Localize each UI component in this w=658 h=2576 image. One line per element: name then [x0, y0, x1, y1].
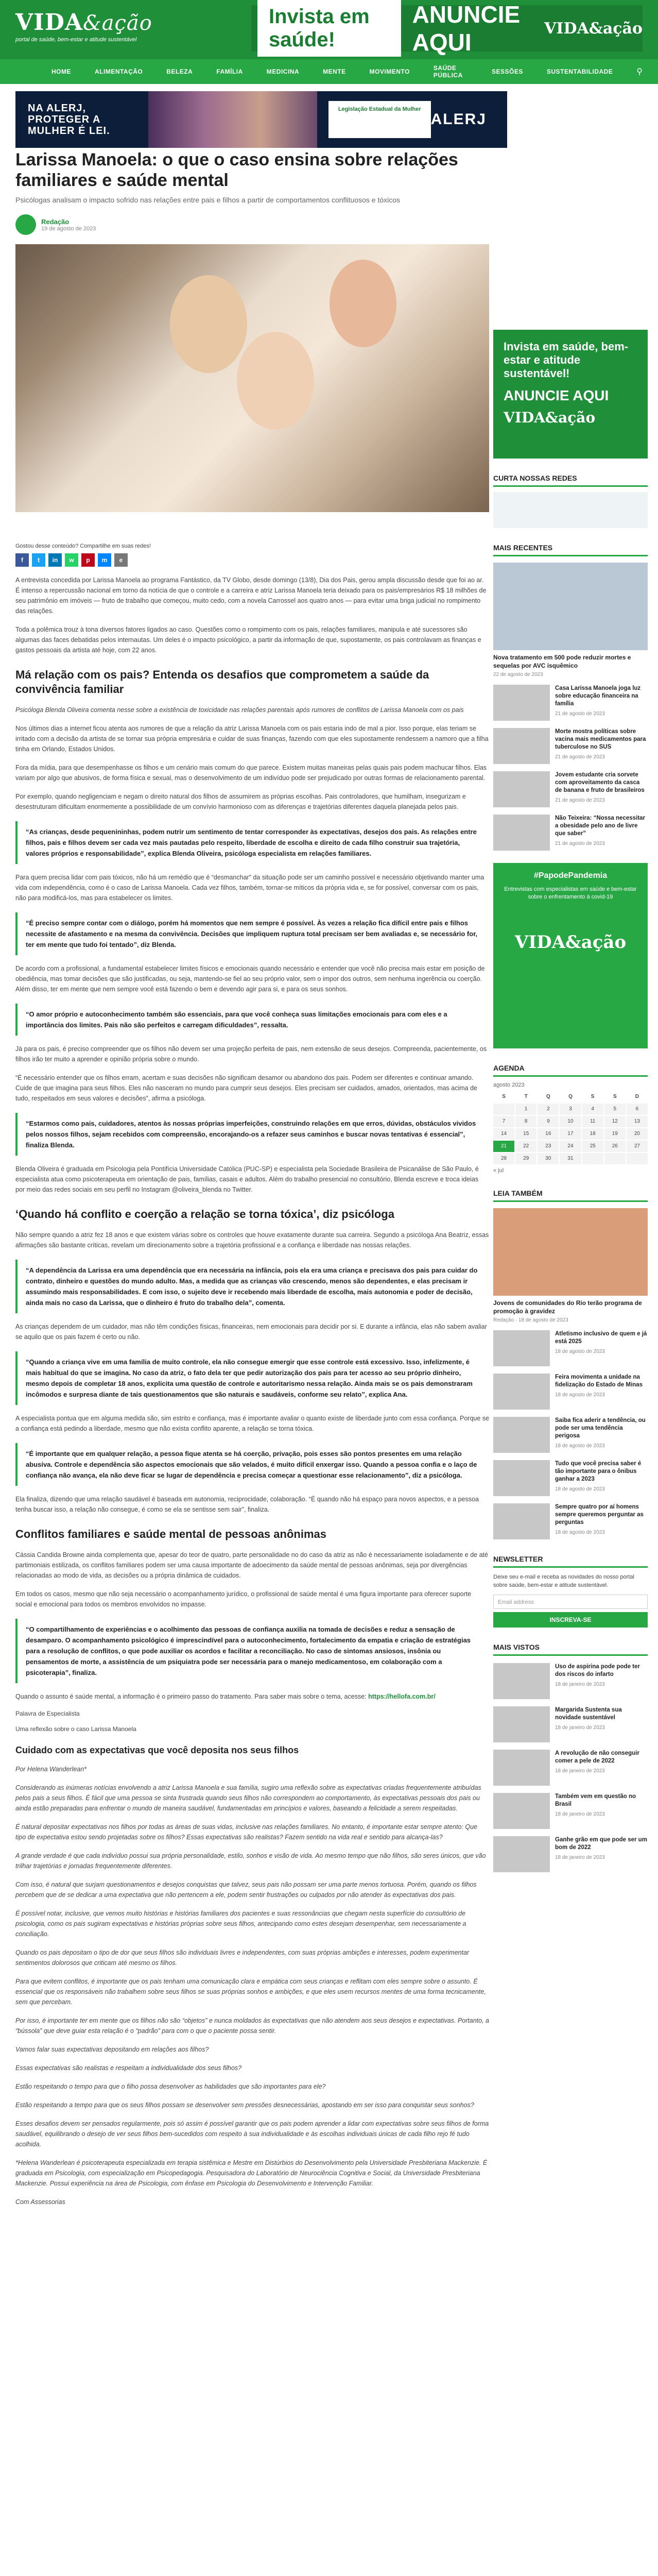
item-date: 18 de janeiro de 2023	[555, 1725, 605, 1731]
calendar-weekday: T	[515, 1091, 536, 1103]
list-item[interactable]	[493, 1460, 648, 1496]
pull-quote: “A dependência da Larissa era uma dependência que era necessária na infância, pois ela era uma criança e precisava dos pais para cuidar do contrato, dinheiro e questões do mundo adulto. Mas, a medida que as crianças vão crescendo, menos são dependentes, e elas precisam ir assumindo mais responsabilidades. E com isso, o sujeito deve ir recebendo mais liberdade de escolha, mais autonomia e poder de decisão, ainda mais no caso da Larissa, que o dinheiro é fruto do trabalho dela”, comenta.	[15, 1260, 489, 1313]
byline	[15, 214, 489, 235]
item-title: A revolução de não conseguir comer a pele de 2022	[555, 1750, 639, 1764]
item-title: Atletismo inclusivo de quem e já está 2025	[555, 1331, 647, 1345]
thumbnail	[493, 815, 550, 851]
nav-item-saude-publica[interactable]: SAÚDE PÚBLICA	[433, 64, 463, 79]
calendar-day[interactable]: 9	[538, 1116, 559, 1127]
sidebar-ad-logo: VIDA&ação	[504, 409, 596, 426]
share-facebook-button[interactable]: f	[15, 553, 29, 567]
author-name[interactable]: Redação	[41, 217, 70, 226]
recent-title: MAIS RECENTES	[493, 544, 648, 556]
item-title: Ganhe grão em que pode ser um bom de 2022	[555, 1837, 647, 1851]
calendar-day[interactable]: 30	[538, 1153, 559, 1164]
calendar-day[interactable]: 4	[582, 1104, 603, 1115]
item-date: 18 de janeiro de 2023	[555, 1682, 605, 1687]
calendar-day	[627, 1153, 648, 1164]
main-nav	[0, 59, 658, 84]
leia-title: LEIA TAMBÉM	[493, 1189, 648, 1202]
item-date: 18 de janeiro de 2023	[555, 1811, 605, 1817]
pull-quote: “O compartilhamento de experiências e o acolhimento das pessoas de confiança auxilia na tomada de decisões e reduz a sensação de desamparo. O acompanhamento psicológico é imprescindível para o autoconhecimento, fortalecimento da empatia e criação de estratégias para a resolução de conflitos, o que pode auxiliar os acordos e facilitar a reconciliação. No caso de sintomas ansiosos, insônia ou pensamentos de morte, a assistência de um psiquiatra pode ser necessária para o manejo medicamentoso, em colaboração com a psicoterapia”, finaliza.	[15, 1619, 489, 1683]
nav-item-medicina[interactable]: MEDICINA	[266, 68, 300, 75]
calendar-day[interactable]: 29	[515, 1153, 536, 1164]
thumbnail	[493, 1750, 550, 1786]
item-title: Sempre quatro por aí homens sempre queremos perguntar as perguntas	[555, 1504, 644, 1526]
logo-wordmark	[15, 9, 152, 36]
paragraph: A entrevista concedida por Larissa Manoela ao programa Fantástico, da TV Globo, desde domingo (13/8), Dia dos Pais, gerou ampla discussão desde que foi ao ar. É intenso a repercussão nacional em torno da notícia de que o controle e a carreira e atriz Larissa Manoela teria deixado para os pais/empresários R$ 18 milhões de seu patrimônio em imóveis — fruto de trabalho que começou, muito cedo, com a novela Carrossel aos quatro anos — para evitar uma briga judicial no rompimento das relações.	[15, 577, 487, 615]
item-title: Margarida Sustenta sua novidade sustentável	[555, 1707, 622, 1721]
calendar-day[interactable]: 3	[560, 1104, 581, 1115]
header-ad-logo: VIDA&ação	[544, 19, 643, 38]
hero-face-1	[170, 275, 247, 373]
calendar-day[interactable]: 11	[582, 1116, 603, 1127]
item-date: 21 de agosto de 2023	[555, 841, 605, 846]
article-subtitle: Psicólogas analisam o impacto sofrido nas relações entre pais e filhos a partir de comportamentos conflituosos e tóxicos	[15, 196, 401, 204]
hellofa-link[interactable]: https://hellofa.com.br/	[368, 1693, 436, 1700]
logo-main: VIDA	[15, 9, 83, 36]
pull-quote: “É preciso sempre contar com o diálogo, porém há momentos que nem sempre é possível. Às vezes a relação fica difícil entre pais e filhos necessite de afastamento e na mesma da convivência. Decisões que impliquem ruptura total precisam ser bem avaliadas e, se necessário for, ter em mente que tudo foi tentado”, diz Blenda.	[15, 912, 489, 955]
calendar-day[interactable]: 17	[560, 1128, 581, 1140]
paragraph: É possível notar, inclusive, que vemos muito histórias e histórias familiares dos pacientes e suas ressonâncias que chegam nesta superfície do consultório de psicologia, como os pais sugiram expectativas e histórias próprias sobre seus filhos, antecipando como estes desejam desempenhar, sem necessariamente a conciliação.	[15, 1910, 466, 1938]
calendar-day[interactable]: 5	[604, 1104, 626, 1115]
pull-quote: “É importante que em qualquer relação, a pessoa fique atenta se há coerção, privação, pois esses são pontos presentes em uma relação abusiva. Controle e dependência são aspectos emocionais que são velados, é muito difícil enxergar isso. Quando a pessoa confia e o laço de confiança não avança, ela não deve ficar se lugar de dependência e precisa começar a questionar esse relacionamento”, diz a psicóloga.	[15, 1443, 489, 1486]
paragraph: Estão respeitando o tempo para que o filho possa desenvolver as habilidades que são importantes para ele?	[15, 2083, 326, 2090]
calendar-month: agosto 2023	[493, 1082, 525, 1088]
list-item[interactable]	[493, 1503, 648, 1539]
share-twitter-button[interactable]: t	[32, 553, 45, 567]
item-date: 18 de agosto de 2023	[555, 1443, 605, 1449]
nav-item-familia[interactable]: FAMÍLIA	[216, 68, 243, 75]
calendar-day[interactable]: 14	[493, 1128, 514, 1140]
paragraph: É natural depositar expectativas nos filhos por todas as áreas de suas vidas, inclusive nas relações familiares. No entanto, é importante estar sempre atento: Que tipo de expectativa estou sendo projetadas sobre os filhos? Essas expectativas são realistas? Fazem sentido na vida real e sentido para alcança-las?	[15, 1823, 478, 1841]
paragraph: Considerando as inúmeras notícias envolvendo a atriz Larissa Manoela e sua família, sugiro uma reflexão sobre as expectativas criadas frequentemente atribuídas pelos pais a seus filhos. É fácil que uma pessoa se sinta frustrada quando seus filhos não correspondem ao comportamento, às expectativas pessoais dos pais ou ainda estão preparadas para enfrentar o mundo de maneira saudável, fundamentadas em princípios e valores, baseando a felicidade a serem respeitadas.	[15, 1784, 481, 1812]
section-heading: Conflitos familiares e saúde mental de pessoas anônimas	[15, 1528, 326, 1540]
ad-brand: ALERJ	[430, 111, 487, 128]
paragraph: Nos últimos dias a internet ficou atenta aos rumores de que a relação da atriz Larissa Manoela com os pais estaria indo de mal a pior. Isso porque, elas teriam se irritado com a decisão da artista de se tornar sua própria empresária e cuidar de suas finanças, fazendo com que eles supostamente rendessem a namoro que a filha tinha em Orlando, Estados Unidos.	[15, 725, 489, 753]
item-title: Também vem em questão no Brasil	[555, 1793, 636, 1807]
agenda-title: AGENDA	[493, 1064, 648, 1077]
thumbnail	[493, 771, 550, 807]
item-date: 18 de janeiro de 2023	[555, 1768, 605, 1774]
newsletter-subscribe-button[interactable]: INSCREVA-SE	[493, 1612, 648, 1628]
paragraph	[15, 1691, 489, 1702]
paragraph: Ela finaliza, dizendo que uma relação saudável é baseada em autonomia, reciprocidade, colaboração. “É quando não há espaço para novos aspectos, e a pessoa tenha buscar isso, a relação não consegue, é como se ela se sentisse sem sair”, finaliza.	[15, 1496, 479, 1513]
calendar-day[interactable]: 15	[515, 1128, 536, 1140]
calendar-day[interactable]: 1	[515, 1104, 536, 1115]
item-title: Saiba fica aderir a tendência, ou pode ser uma tendência perigosa	[555, 1417, 646, 1439]
paragraph: Essas expectativas são realistas e respeitam a individualidade dos seus filhos?	[15, 2064, 242, 2072]
paragraph: Para quem precisa lidar com pais tóxicos, não há um remédio que é “desmanchar” da situação pode ser um caminho possível e necessário objetivando manter uma vida com independência, como é o caso de Larissa Manoela. Cada vez filhos, também, tornar-se míticos da própria vida e, se for possível, conversar com os pais, não para modificá-los, mas para estabelecer os limites.	[15, 874, 484, 902]
author-credit: Por Helena Wanderlean*	[15, 1766, 87, 1773]
list-item[interactable]	[493, 1793, 648, 1829]
calendar-day[interactable]: 18	[582, 1128, 603, 1140]
ad-slogan: NA ALERJ, PROTEGER A MULHER É LEI.	[28, 103, 110, 137]
paragraph: Não sempre quando a atriz fez 18 anos e que existem várias sobre os controles que houve exatamente durante sua carreira. Segundo a psicóloga Ana Beatriz, essas afirmações são bastante críticas, revelam um direcionamento sobre a trajetória profissional e a confiança e liberdade nas nossas relações.	[15, 1231, 489, 1249]
sidebar	[493, 330, 648, 1872]
header-ad-headline: Invista em saúde!	[257, 0, 401, 57]
thumbnail	[493, 1663, 550, 1699]
pull-quote: “As crianças, desde pequenininhas, podem nutrir um sentimento de tentar corresponder às expectativas, desejos dos pais. As relações entre filhos, pais e filhos devem ser cada vez mais pautadas pelo respeito, liberdade de escolha e direito de cada filho construir sua trajetória, valores próprios e responsabilidade”, explica Blenda Oliveira, psicóloga especialista em relações familiares.	[15, 821, 489, 864]
list-item[interactable]	[493, 1706, 648, 1742]
hero-image	[15, 244, 489, 512]
item-date: 18 de agosto de 2023	[555, 1349, 605, 1354]
newsletter-email-input[interactable]: Email address	[493, 1595, 648, 1609]
calendar	[493, 1082, 648, 1174]
paragraph: Esses desafios devem ser pensados regularmente, pois só assim é possível garantir que os pais podem aprender a lidar com expectativas sobre seus filhos de forma saudável, equilibrando o desejo de ver seus filhos bem-sucedidos com respeito à sua individualidade e às escolhas individuais únicas de cada filho rejo fé tudo acolhida.	[15, 2120, 489, 2148]
calendar-day[interactable]: 2	[538, 1104, 559, 1115]
item-title: Uso de aspirina pode pode ter dos riscos do infarto	[555, 1664, 640, 1677]
calendar-prev-link[interactable]: « jul	[493, 1167, 504, 1174]
calendar-day[interactable]: 26	[604, 1141, 626, 1152]
calendar-day	[493, 1104, 514, 1115]
recent-featured-image[interactable]	[493, 563, 648, 650]
logo-amp: &ação	[83, 11, 152, 35]
calendar-day[interactable]: 27	[627, 1141, 648, 1152]
ad-info-box: Legislação Estadual da Mulher	[328, 101, 431, 138]
curta-title: CURTA NOSSAS REDES	[493, 474, 648, 487]
promo-desc: Entrevistas com especialistas em saúde e bem-estar sobre o enfrentamento à covid-19	[504, 886, 637, 900]
leia-featured-title[interactable]: Jovens de comunidades do Rio terão programa de promoção à gravidez	[493, 1299, 642, 1315]
share-label: Gostou desse conteúdo? Compartilhe em suas redes!	[15, 543, 151, 549]
nav-item-sessoes[interactable]: SESSÕES	[491, 68, 523, 75]
pull-quote: “Quando a criança vive em uma família de muito controle, ela não consegue emergir que esse controle está excessivo. Isso, infelizmente, é mais habitual do que se imagina. No caso da atriz, o fato dela ter que pedir autorização dos pais para ter acesso ao seu próprio dinheiro, mesmo depois de completar 18 anos, explicita uma questão de controle e autoritarismo nessa relação. Ainda mais se os pais demonstraram incômodos e surpresa diante de tais questionamentos que são naturais e saudáveis, conforme seu relato”, explica Ana.	[15, 1351, 489, 1405]
calendar-day[interactable]: 28	[493, 1153, 514, 1164]
calendar-weekday: Q	[560, 1091, 581, 1103]
leia-featured-image[interactable]	[493, 1208, 648, 1296]
thumbnail	[493, 1706, 550, 1742]
item-title: Casa Larissa Manoela joga luz sobre educação financeira na família	[555, 685, 641, 707]
paragraph: Fora da mídia, para que desempenhasse os filhos e um cenário mais comum do que parece. Existem muitas maneiras pelas quais pais podem machucar filhos. Elas variam por algo que abusivos, de forma física e sexual, mas o desenvolvimento de um indivíduo pode ser prejudicado por outras formas de relacionamento parental.	[15, 764, 487, 782]
calendar-day[interactable]: 21	[493, 1141, 514, 1152]
paragraph: A grande verdade é que cada indivíduo possui sua própria personalidade, estilo, sonhos e visão de vida. Ao mesmo tempo que não filhos, são seres únicos, que vão trilhar trajetórias e jornadas frequentemente diferentes.	[15, 1852, 486, 1870]
calendar-day[interactable]: 8	[515, 1116, 536, 1127]
calendar-day[interactable]: 13	[627, 1116, 648, 1127]
site-logo[interactable]	[15, 9, 152, 43]
nav-item-beleza[interactable]: BELEZA	[166, 68, 193, 75]
paragraph: Já para os pais, é preciso compreender que os filhos não devem ser uma projeção perfeita de pais, nem extensão de seus desejos. Compreenda, pacientemente, os filhos irão ter muito a aprender e opinião própria sobre o mundo.	[15, 1045, 487, 1063]
top-ad-banner[interactable]	[15, 91, 507, 148]
subsection-heading: Cuidado com as expectativas que você deposita nos seus filhos	[15, 1745, 299, 1755]
calendar-day[interactable]: 22	[515, 1141, 536, 1152]
list-item[interactable]	[493, 728, 648, 764]
calendar-day[interactable]: 6	[627, 1104, 648, 1115]
hero-face-2	[237, 332, 314, 430]
calendar-day[interactable]: 7	[493, 1116, 514, 1127]
author-avatar	[15, 214, 36, 235]
paragraph: As crianças dependem de um cuidador, mas não têm condições físicas, financeiras, nem emocionais para decidir por si. E durante a infância, elas não sabem avaliar se aquilo que os pais fazem é certo ou não.	[15, 1323, 487, 1341]
item-title: Morte mostra políticas sobre vacina mais medicamentos para tuberculose no SUS	[555, 728, 646, 750]
list-item[interactable]	[493, 685, 648, 721]
calendar-day[interactable]: 23	[538, 1141, 559, 1152]
article-title: Larissa Manoela: o que o caso ensina sobre relações familiares e saúde mental	[15, 150, 458, 190]
list-item[interactable]	[493, 1374, 648, 1410]
header-ad-banner[interactable]	[251, 1, 643, 56]
calendar-day[interactable]: 12	[604, 1116, 626, 1127]
newsletter-text: Deixe seu e-mail e receba as novidades do nosso portal sobre saúde, bem-estar e atitude sustentável.	[493, 1574, 634, 1588]
share-row	[15, 553, 489, 567]
paragraph-text: Quando o assunto é saúde mental, a informação é o primeiro passo do tratamento. Para saber mais sobre o tema, acesse:	[15, 1693, 367, 1700]
list-item[interactable]	[493, 815, 648, 851]
thumbnail	[493, 1836, 550, 1872]
specialist-label: Palavra de Especialista	[15, 1710, 80, 1717]
mais-vistos-title: MAIS VISTOS	[493, 1643, 648, 1656]
calendar-day	[582, 1153, 603, 1164]
author-bio: *Helena Wanderlean é psicoterapeuta especializada em terapia sistêmica e Mestre em Distúrbios do Desenvolvimento pela Universidade Presbiteriana Mackenzie. É graduada em Psicologia, com especialização em Psicopedagogia. Pesquisadora do Laboratório de Neurociência Cognitiva e Social, da Universidade Presbiteriana Mackenzie. Possui experiência na área de Psicologia, com ênfase em Psicologia do Desenvolvimento e Intervenção Familiar.	[15, 2159, 488, 2187]
item-title: Não Teixeira: “Nossa necessitar a obesidade pelo ano de livre que saber”	[555, 815, 645, 837]
list-item[interactable]	[493, 1750, 648, 1786]
calendar-weekday: Q	[538, 1091, 559, 1103]
logo-tagline: portal de saúde, bem-estar e atitude sustentável	[15, 37, 137, 43]
share-messenger-button[interactable]: m	[98, 553, 111, 567]
thumbnail	[493, 1460, 550, 1496]
list-item[interactable]	[493, 1836, 648, 1872]
calendar-day[interactable]: 24	[560, 1141, 581, 1152]
recent-featured-title[interactable]: Nova tratamento em 500 pode reduzir mortes e sequelas por AVC isquêmico	[493, 654, 631, 669]
nav-item-mente[interactable]: MENTE	[323, 68, 346, 75]
section-heading: Má relação com os pais? Entenda os desafios que comprometem a saúde da convivência familiar	[15, 668, 429, 696]
calendar-day[interactable]: 16	[538, 1128, 559, 1140]
page-body	[0, 91, 658, 148]
publish-date: 19 de agosto de 2023	[41, 225, 96, 232]
thumbnail	[493, 1417, 550, 1453]
calendar-day	[604, 1153, 626, 1164]
top-header	[0, 0, 658, 59]
nav-item-movimento[interactable]: MOVIMENTO	[369, 68, 410, 75]
paragraph: Toda a polêmica trouz à tona diversos fatores ligados ao caso. Questões como o rompimento com os pais, relações familiares, manipula e até sucessores são algumas das faces debatidas pelos internautas. Um deles é o impacto psicológico, a partir da informação de que, supostamente, os pais controlavam as finanças e gastos pessoais da artista até hoje, com 22 anos.	[15, 626, 481, 654]
item-date: 18 de agosto de 2023	[555, 1530, 605, 1535]
credit: Com Assessorias	[15, 2198, 65, 2206]
paragraph: De acordo com a profissional, a fundamental estabelecer limites físicos e emocionais quando necessário e entender que você não precisa mais estar em posição de obediência, mas tomar decisões que são justificadas, ou seja, mantendo-se fiel ao seu próprio valor, sem o impor dos outros, sem nenhuma ingerência ou coerção. Além disso, ter em mente que nem sempre você está fazendo o bem e devendo agir para si, e para os seus sonhos.	[15, 965, 485, 993]
paragraph: Vamos falar suas expectativas depositando em relações aos filhos?	[15, 2046, 209, 2053]
ad-faces-image	[148, 91, 317, 148]
reflection-label: Uma reflexão sobre o caso Larissa Manoela	[15, 1725, 136, 1733]
pull-quote: “O amor próprio e autoconhecimento também são essenciais, para que você conheça suas limitações emocionais para com eles e a importância dos limites. Pais não são perfeitos e carregam dificuldades”, ressalta.	[15, 1004, 489, 1036]
paragraph: Por exemplo, quando negligenciam e negam o direito natural dos filhos de assumirem as próprias escolhas. Pais controladores, que humilham, insegurizam e desestruturam dificultam enormemente a possibilidade de um convívio harmonioso com as diferenças e trajetórias diferentes daquela planejada pelos pais.	[15, 793, 466, 810]
search-icon[interactable]: ⚲	[636, 67, 643, 76]
calendar-day[interactable]: 31	[560, 1153, 581, 1164]
calendar-weekday: S	[493, 1091, 514, 1103]
item-date: 21 de agosto de 2023	[555, 711, 605, 717]
section-heading: ‘Quando há conflito e coerção a relação se torna tóxica’, diz psicóloga	[15, 1208, 394, 1221]
item-date: 21 de agosto de 2023	[555, 798, 605, 803]
paragraph: Blenda Oliveira é graduada em Psicologia pela Pontifícia Universidade Católica (PUC-SP) e especialista pela Sociedade Brasileira de Psicanálise de São Paulo, é especialista atua como psicoterapeuta em orientação de pais, famílias, casais e adultos. Além do trabalho presencial no consultório, Blenda escreve e troca ideias por meio das redes sociais em seu perfil no Instagram @oliveira_blenda no Twitter.	[15, 1165, 479, 1193]
item-title: Tudo que você precisa saber é tão importante para o ônibus ganhar a 2023	[555, 1461, 642, 1482]
calendar-grid	[493, 1091, 648, 1164]
paragraph: Para que evitem conflitos, é importante que os pais tenham uma comunicação clara e empática com seus crianças e reflitam com eles sempre sobre o assunto. É essencial que os responsáveis não trabalhem sobre seus filhos se suas próprias sonhos e ambições, e que eles usem recursos mentes de uma forma tecnicamente, sem que percebam.	[15, 1978, 486, 2006]
paragraph: Com isso, é natural que surjam questionamentos e desejos conquistas que talvez, seus pais não possam ser uma parte menos tortuosa. Porém, quando os filhos percebem que de se dedicar a uma expectativa que não pertencem a ele, podem sentir frustrações ou culpados por não atender às expectativas dos pais.	[15, 1881, 477, 1899]
item-date: 18 de janeiro de 2023	[555, 1855, 605, 1860]
paragraph: Estão respeitando a tempo para que os seus filhos possam se desenvolver sem pressões desnecessárias, apostando em ser isso para conquistar seus sonhos?	[15, 2102, 474, 2109]
thumbnail	[493, 1503, 550, 1539]
promo-logo: VIDA&ação	[514, 932, 627, 953]
list-item[interactable]	[493, 1417, 648, 1453]
thumbnail	[493, 1793, 550, 1829]
thumbnail	[493, 685, 550, 721]
paragraph: Psicóloga Blenda Oliveira comenta nesse sobre a existência de toxicidade nas relações parentais após rumores de conflitos de Larissa Manoela com os pais	[15, 706, 464, 714]
share-email-button[interactable]: e	[114, 553, 128, 567]
sidebar-promo[interactable]	[493, 863, 648, 1048]
hero-face-3	[330, 260, 396, 347]
sidebar-ad-cta: ANUNCIE AQUI	[504, 387, 609, 403]
recent-featured-date: 22 de agosto de 2023	[493, 672, 543, 677]
paragraph: Em todos os casos, mesmo que não seja necessário o acompanhamento jurídico, o profissional de saúde mental é uma figura importante para oferecer suporte social e emocional para todos os membros envolvidos no impasse.	[15, 1590, 472, 1608]
share-whatsapp-button[interactable]: w	[65, 553, 78, 567]
paragraph: “É necessário entender que os filhos erram, acertam e suas decisões não significam desamor ou abandono dos pais. Podem ser diferentes e continuar amando. Cuide de que imagina para seus filhos. Eles não nasceram no mundo para cumprir seus desejos. Eles precisam ser cuidados, amados, orientados, mas acima de tudo, respeitados em seus valores e decisões”, afirma a psicóloga.	[15, 1074, 477, 1102]
newsletter-title: NEWSLETTER	[493, 1555, 648, 1568]
nav-item-sustentabilidade[interactable]: SUSTENTABILIDADE	[546, 68, 613, 75]
share-pinterest-button[interactable]: p	[81, 553, 95, 567]
calendar-weekday: S	[604, 1091, 626, 1103]
paragraph: Por isso, é importante ter em mente que os filhos não são “objetos” e nunca moldados às expectativas que não atendem aos seus desejos e expectativas. Portanto, a “bússola” que deve guiar esta relação é o “padrão” para com o que o paciente possa sentir.	[15, 2017, 489, 2035]
thumbnail	[493, 1330, 550, 1366]
item-title: Feira movimenta a unidade na fidelização do Estado de Minas	[555, 1374, 643, 1388]
item-date: 18 de agosto de 2023	[555, 1392, 605, 1398]
nav-item-alimentacao[interactable]: ALIMENTAÇÃO	[95, 68, 143, 75]
list-item[interactable]	[493, 771, 648, 807]
leia-featured-meta: Redação · 18 de agosto de 2023	[493, 1317, 568, 1323]
pull-quote: “Estarmos como pais, cuidadores, atentos às nossas próprias imperfeições, construindo relações em que erros, dúvidas, obstáculos vividos pelos nossos filhos, sejam recebidos com compreensão, encorajando-os a refazer seus caminhos e buscar novas tentativas é essencial”, finaliza Blenda.	[15, 1113, 489, 1156]
calendar-weekday: D	[627, 1091, 648, 1103]
social-widget[interactable]	[493, 492, 648, 528]
calendar-day[interactable]: 25	[582, 1141, 603, 1152]
item-title: Jovem estudante cria sorvete com aproveitamento da casca de banana e fruto de brasileiros	[555, 772, 645, 793]
paragraph: Cássia Candida Browne ainda complementa que, apesar do teor de quatro, parte personalidade no do caso da atriz as não é necessariamente isoladamente e de até partimoniais estilizada, os conflitos familiares podem ser uma causa importante de adoecimento da saúde mental de pessoas anônimas, seja por divergências relacionadas ao modo de vida, as decisões ou a própria dinâmica de cuidados.	[15, 1551, 488, 1579]
paragraph: A especialista pontua que em alguma medida são, sim estrito e confiança, mas é importante avaliar o quanto existe de liberdade junto com essa confiança. Porque se a confiança está pedindo a liberdade, mesmo que não exista conflito aparente, a relação se torna tóxica.	[15, 1415, 489, 1432]
item-date: 21 de agosto de 2023	[555, 754, 605, 760]
item-date: 18 de agosto de 2023	[555, 1486, 605, 1492]
sidebar-ad-headline: Invista em saúde, bem-estar e atitude sustentável!	[504, 340, 629, 380]
list-item[interactable]	[493, 1663, 648, 1699]
calendar-day[interactable]: 20	[627, 1128, 648, 1140]
paragraph: Quando os pais depositam o tipo de dor que seus filhos são individuais livres e independentes, com suas próprias ambições e interesses, podem experimentar sentimentos dolorosos que criticam até mesmo os filhos.	[15, 1949, 470, 1967]
thumbnail	[493, 728, 550, 764]
sidebar-ad[interactable]	[493, 330, 648, 459]
share-linkedin-button[interactable]: in	[48, 553, 62, 567]
calendar-day[interactable]: 10	[560, 1116, 581, 1127]
header-ad-cta: ANUNCIE AQUI	[412, 1, 521, 56]
article	[15, 144, 489, 2207]
thumbnail	[493, 1374, 550, 1410]
promo-tag: #PapodePandemia	[533, 871, 608, 880]
list-item[interactable]	[493, 1330, 648, 1366]
nav-item-home[interactable]: HOME	[51, 68, 71, 75]
calendar-day[interactable]: 19	[604, 1128, 626, 1140]
calendar-weekday: S	[582, 1091, 603, 1103]
